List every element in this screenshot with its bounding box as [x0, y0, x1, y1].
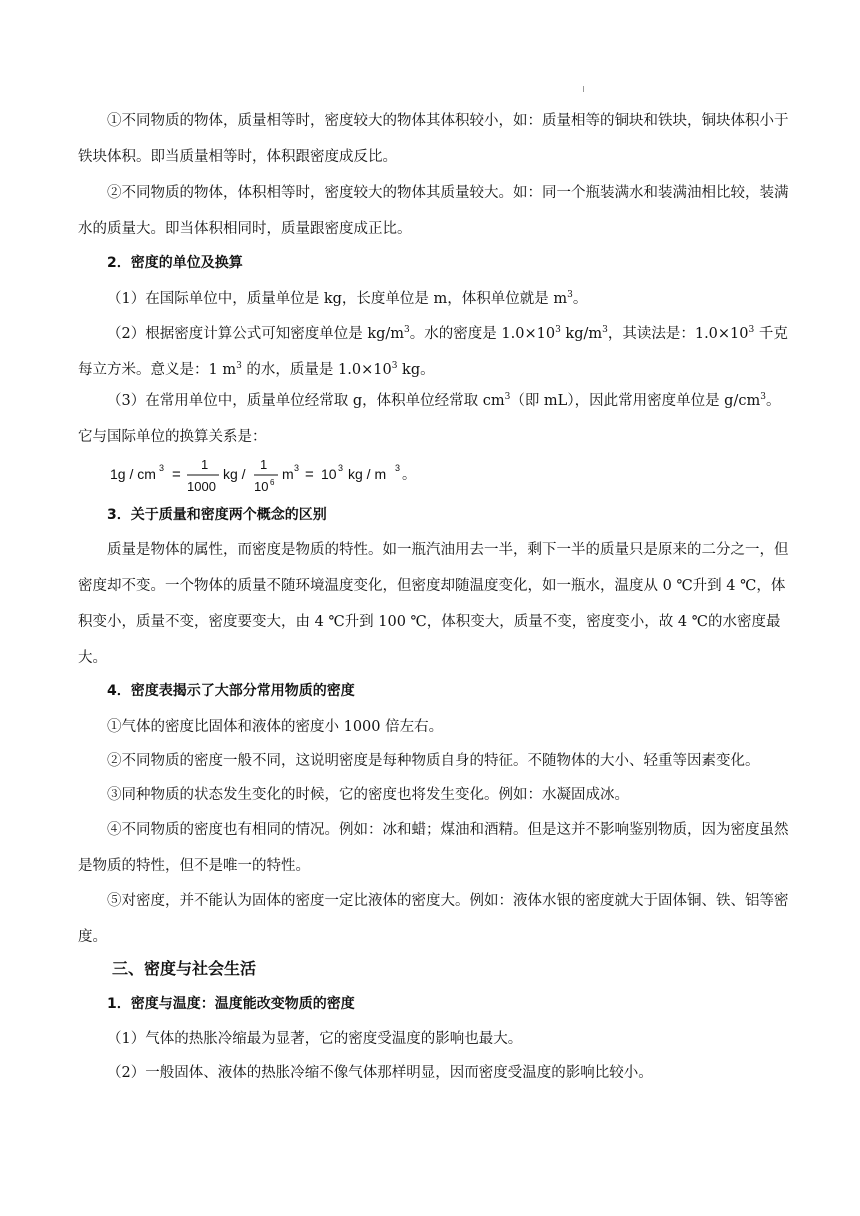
page-mark: [583, 86, 584, 92]
list-item-substance-characteristic: ②不同物质的密度一般不同，这说明密度是每种物质自身的特征。不随物体的大小、轻重等因素变化。: [107, 753, 760, 769]
paragraph-solid-liquid-expansion: （2）一般固体、液体的热胀冷缩不像气体那样明显，因而密度受温度的影响比较小。: [107, 1065, 653, 1081]
formula-rhs-unit: kg / m: [348, 466, 387, 482]
heading-density-units: 2．密度的单位及换算: [107, 255, 243, 271]
formula-lhs: 1g / cm: [110, 466, 156, 482]
formula-frac2-den: 10: [254, 479, 269, 494]
formula-rhs: 10: [321, 466, 337, 482]
formula-frac2-den-exp: 6: [270, 478, 275, 487]
formula-frac1-num: 1: [201, 457, 209, 472]
formula-m: m: [282, 466, 294, 482]
formula-frac2-num: 1: [260, 457, 268, 472]
unit-conversion-formula: [108, 452, 428, 496]
formula-rhs-exp: 3: [338, 463, 344, 473]
paragraph-gas-expansion: （1）气体的热胀冷缩最为显著，它的密度受温度的影响也最大。: [107, 1031, 523, 1047]
formula-kg: kg /: [223, 466, 246, 482]
paragraph-density-unit-reading: （2）根据密度计算公式可知密度单位是 $kg/m^3$。水的密度是 $1.0\times 10^3$ $kg/m^3$，其读法是：$1.0\times 10^3$ 千克每立方米。意义是：1 $m^3$ 的水，质量是 $1.0\times 10^3$ kg。: [78, 325, 788, 378]
list-item-gas-density: ①气体的密度比固体和液体的密度小 1000 倍左右。: [107, 719, 444, 735]
list-item-state-change: ③同种物质的状态发生变化的时候，它的密度也将发生变化。例如：水凝固成冰。: [107, 787, 629, 803]
heading-density-temperature: 1．密度与温度：温度能改变物质的密度: [107, 996, 355, 1012]
section-title-density-life: 三、密度与社会生活: [112, 959, 257, 978]
formula-rhs-unit-exp: 3: [395, 463, 401, 473]
formula-m-exp: 3: [294, 463, 300, 473]
heading-density-table: 4．密度表揭示了大部分常用物质的密度: [107, 683, 355, 699]
formula-lhs-exp: 3: [159, 463, 165, 473]
formula-eq2: =: [305, 466, 314, 483]
paragraph-common-units: （3）在常用单位中，质量单位经常取 g，体积单位经常取 $cm^3$（即 mL），因此常用密度单位是 $g/cm^3$。它与国际单位的换算关系是：: [78, 392, 781, 445]
heading-mass-vs-density: 3．关于质量和密度两个概念的区别: [107, 507, 327, 523]
list-item-solid-liquid: ⑤对密度，并不能认为固体的密度一定比液体的密度大。例如：液体水银的密度就大于固体铜、铁、铝等密度。: [78, 893, 789, 945]
paragraph-mass-vs-density: 质量是物体的属性，而密度是物质的特性。如一瓶汽油用去一半，剩下一半的质量只是原来的二分之一，但密度却不变。一个物体的质量不随环境温度变化，但密度却随温度变化，如一瓶水，温度从 0 ℃升到 4 ℃，体积变小，质量不变，密度要变大，由 4 ℃升到 100 ℃，体积变大，质量不变，密度变小，故 4 ℃的水密度最大。: [78, 542, 789, 666]
formula-eq: =: [172, 466, 181, 483]
paragraph-si-units: （1）在国际单位中，质量单位是 kg，长度单位是 m，体积单位就是 $m^3$。: [107, 290, 588, 307]
formula-end: 。: [402, 466, 416, 482]
formula-frac1-den: 1000: [187, 479, 216, 494]
paragraph-volume-equal: ②不同物质的物体，体积相等时，密度较大的物体其质量较大。如：同一个瓶装满水和装满油相比较，装满水的质量大。即当体积相同时，质量跟密度成正比。: [78, 185, 789, 237]
paragraph-mass-equal: ①不同物质的物体，质量相等时，密度较大的物体其体积较小，如：质量相等的铜块和铁块，铜块体积小于铁块体积。即当质量相等时，体积跟密度成反比。: [78, 113, 789, 165]
list-item-same-density: ④不同物质的密度也有相同的情况。例如：冰和蜡；煤油和酒精。但是这并不影响鉴别物质，因为密度虽然是物质的特性，但不是唯一的特性。: [78, 822, 789, 874]
